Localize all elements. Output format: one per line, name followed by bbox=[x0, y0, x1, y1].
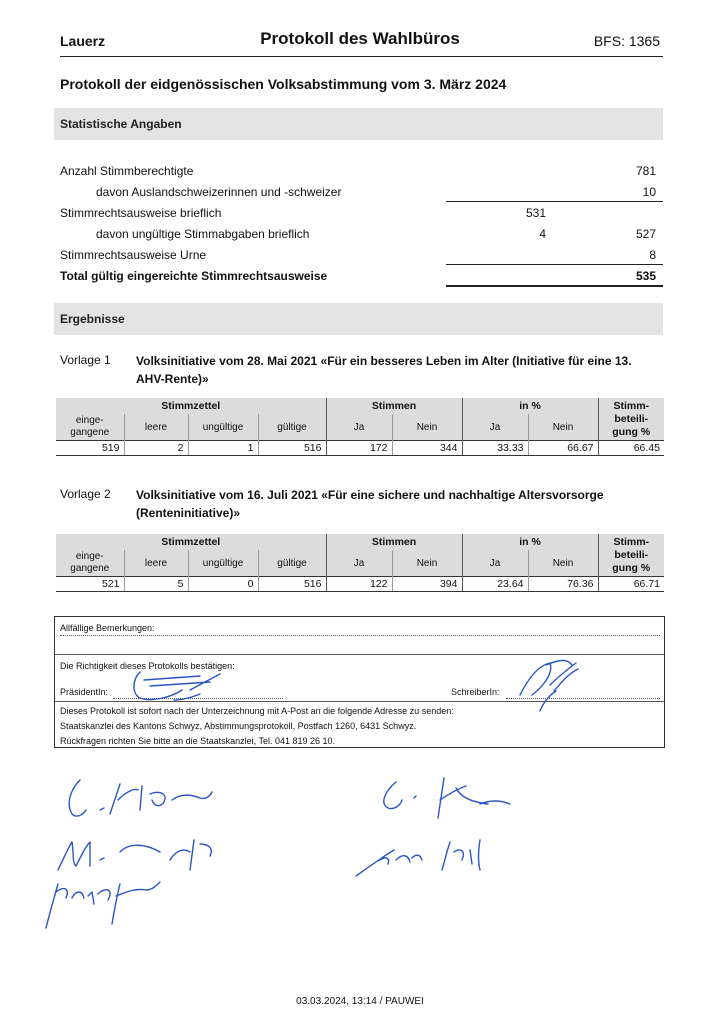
header-stimmen: Stimmen bbox=[326, 534, 462, 550]
cell-leere: 5 bbox=[124, 577, 188, 592]
cell-nein-pct: 66.67 bbox=[528, 441, 598, 456]
cell-ja-pct: 33.33 bbox=[462, 441, 528, 456]
header-ja-pct: Ja bbox=[462, 414, 528, 441]
cell-ja: 172 bbox=[326, 441, 392, 456]
cell-ja-pct: 23.64 bbox=[462, 577, 528, 592]
stat-value: 4 bbox=[539, 227, 546, 241]
stat-total-label: Total gültig eingereichte Stimmrechtsausweise bbox=[60, 269, 328, 283]
header-nein-pct: Nein bbox=[528, 550, 598, 577]
handwritten-signature bbox=[36, 868, 166, 932]
vorlage-number: Vorlage 2 bbox=[60, 487, 111, 501]
stat-rule bbox=[446, 264, 663, 265]
header-stimmen: Stimmen bbox=[326, 398, 462, 414]
cell-gueltige: 516 bbox=[258, 577, 326, 592]
cell-beteiligung: 66.45 bbox=[598, 441, 664, 456]
header-stimmzettel: Stimmzettel bbox=[56, 534, 326, 550]
results-table bbox=[56, 534, 664, 592]
stat-label: Anzahl Stimmberechtigte bbox=[60, 164, 194, 178]
header-in-percent: in % bbox=[462, 534, 598, 550]
stat-label: davon ungültige Stimmabgaben brieflich bbox=[96, 227, 310, 241]
stat-value: 10 bbox=[642, 185, 656, 199]
cell-gueltige: 516 bbox=[258, 441, 326, 456]
note-line: Rückfragen richten Sie bitte an die Staatskanzlei, Tel. 041 819 26 10. bbox=[60, 736, 336, 746]
statistics-section-header bbox=[54, 108, 663, 140]
bfs-number: BFS: 1365 bbox=[593, 33, 660, 49]
remarks-dotted-line bbox=[60, 635, 660, 636]
header-ja-pct: Ja bbox=[462, 550, 528, 577]
table-row bbox=[56, 441, 664, 456]
header-ungueltige: ungültige bbox=[188, 550, 258, 577]
handwritten-signature bbox=[360, 774, 520, 834]
confirm-label: Die Richtigkeit dieses Protokolls bestätigen: bbox=[60, 661, 235, 671]
stat-label: Stimmrechtsausweise brieflich bbox=[60, 206, 222, 220]
header-gueltige: gültige bbox=[258, 414, 326, 441]
stat-rule bbox=[446, 201, 663, 202]
header-nein: Nein bbox=[392, 550, 462, 577]
header-leere: leere bbox=[124, 414, 188, 441]
header-eingegangene: einge- gangene bbox=[56, 550, 124, 577]
stat-value: 527 bbox=[635, 227, 656, 241]
header-nein: Nein bbox=[392, 414, 462, 441]
handwritten-signature bbox=[350, 830, 520, 880]
secretary-signature bbox=[510, 655, 590, 715]
header-leere: leere bbox=[124, 550, 188, 577]
statistics-section-label: Statistische Angaben bbox=[60, 117, 182, 131]
results-section-header bbox=[54, 303, 663, 335]
cell-eingegangene: 521 bbox=[56, 577, 124, 592]
header-ja: Ja bbox=[326, 414, 392, 441]
header-gueltige: gültige bbox=[258, 550, 326, 577]
cell-eingegangene: 519 bbox=[56, 441, 124, 456]
cell-nein: 344 bbox=[392, 441, 462, 456]
page-title: Protokoll des Wahlbüros bbox=[260, 29, 460, 48]
vorlage-title: Volksinitiative vom 16. Juli 2021 «Für eine sichere und nachhaltige Altersvorsorge (Renteninitiative)» bbox=[136, 488, 604, 520]
stat-label: Stimmrechtsausweise Urne bbox=[60, 248, 207, 262]
header-ungueltige: ungültige bbox=[188, 414, 258, 441]
header-eingegangene: einge- gangene bbox=[56, 414, 124, 441]
remarks-label: Allfällige Bemerkungen: bbox=[60, 623, 155, 633]
header-ja: Ja bbox=[326, 550, 392, 577]
municipality-name: Lauerz bbox=[60, 33, 106, 49]
vorlage-number: Vorlage 1 bbox=[60, 353, 111, 367]
header-beteiligung: Stimm- beteili- gung % bbox=[598, 534, 664, 577]
stat-total-rule bbox=[446, 285, 663, 287]
stat-value: 781 bbox=[635, 164, 656, 178]
cell-ja: 122 bbox=[326, 577, 392, 592]
cell-ungueltige: 1 bbox=[188, 441, 258, 456]
header-in-percent: in % bbox=[462, 398, 598, 414]
cell-beteiligung: 66.71 bbox=[598, 577, 664, 592]
header-divider bbox=[60, 56, 663, 57]
table-row bbox=[56, 577, 664, 592]
results-section-label: Ergebnisse bbox=[60, 312, 125, 326]
president-label: PräsidentIn: bbox=[60, 687, 109, 697]
note-line: Dieses Protokoll ist sofort nach der Unterzeichnung mit A-Post an die folgende Adresse zu senden: bbox=[60, 706, 454, 716]
note-line: Staatskanzlei des Kantons Schwyz, Abstimmungsprotokoll, Postfach 1260, 6431 Schwyz. bbox=[60, 721, 417, 731]
cell-ungueltige: 0 bbox=[188, 577, 258, 592]
header-nein-pct: Nein bbox=[528, 414, 598, 441]
cell-nein-pct: 76.36 bbox=[528, 577, 598, 592]
handwritten-signature bbox=[60, 770, 220, 830]
stat-label: davon Auslandschweizerinnen und -schweizer bbox=[96, 185, 342, 199]
header-stimmzettel: Stimmzettel bbox=[56, 398, 326, 414]
header-beteiligung: Stimm- beteili- gung % bbox=[598, 398, 664, 441]
cell-nein: 394 bbox=[392, 577, 462, 592]
stat-total-value: 535 bbox=[635, 269, 656, 283]
vorlage-title: Volksinitiative vom 28. Mai 2021 «Für ein besseres Leben im Alter (Initiative für eine 13. AHV-Rente)» bbox=[136, 354, 632, 386]
secretary-label: SchreiberIn: bbox=[451, 687, 500, 697]
president-signature bbox=[130, 668, 220, 704]
stat-value: 8 bbox=[649, 248, 656, 262]
document-title: Protokoll der eidgenössischen Volksabstimmung vom 3. März 2024 bbox=[60, 76, 507, 92]
footer-timestamp: 03.03.2024, 13:14 / PAUWEI bbox=[296, 996, 424, 1007]
stat-value: 531 bbox=[525, 206, 546, 220]
cell-leere: 2 bbox=[124, 441, 188, 456]
results-table bbox=[56, 398, 664, 456]
